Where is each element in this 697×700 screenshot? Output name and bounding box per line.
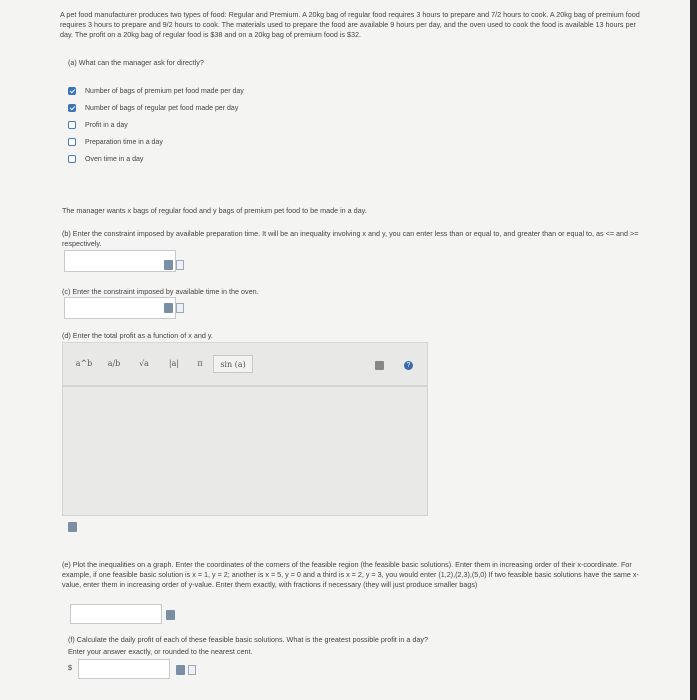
- option-premium-bags[interactable]: Number of bags of premium pet food made per day: [68, 87, 244, 95]
- manager-statement: The manager wants x bags of regular food and y bags of premium pet food to be made in a day.: [62, 206, 367, 215]
- sqrt-button[interactable]: √a: [139, 359, 149, 368]
- option-oven-time[interactable]: Oven time in a day: [68, 155, 143, 163]
- fraction-button[interactable]: a/b: [107, 359, 121, 368]
- max-profit-input[interactable]: [78, 659, 170, 679]
- part-e-question: (e) Plot the inequalities on a graph. Enter the coordinates of the corners of the feasible region (the feasible basic solutions). Enter them in increasing order of their x-coordinate. For example, if one feasible basic solution is x = 1, y = 2; another is x = 5, y = 0 and a third is x = 2, y = 3, you would enter (1,2),(2,3),(5,0) If two feasible basic solutions have the same x-value, enter them in increasing order of y-value. Enter them exactly, with fractions if necessary (they will just produce smaller bags): [62, 560, 639, 589]
- preview-icon[interactable]: [176, 665, 185, 675]
- checkbox-icon[interactable]: [68, 104, 76, 112]
- abs-button[interactable]: |a|: [168, 359, 180, 368]
- feasible-solutions-input[interactable]: [70, 604, 162, 624]
- keyboard-icon[interactable]: [375, 361, 384, 370]
- currency-symbol: $: [68, 663, 72, 672]
- option-regular-bags[interactable]: Number of bags of regular pet food made per day: [68, 104, 238, 112]
- help-sheet-icon[interactable]: [176, 303, 184, 313]
- checkbox-icon[interactable]: [68, 87, 76, 95]
- part-a-question: (a) What can the manager ask for directly?: [68, 58, 204, 67]
- checkbox-icon[interactable]: [68, 155, 76, 163]
- option-preparation-time[interactable]: Preparation time in a day: [68, 138, 163, 146]
- part-f-note: Enter your answer exactly, or rounded to the nearest cent.: [68, 647, 253, 656]
- help-icon[interactable]: ?: [404, 361, 413, 370]
- profit-function-input[interactable]: [62, 386, 428, 516]
- help-sheet-icon[interactable]: [176, 260, 184, 270]
- math-toolbar: [62, 342, 428, 386]
- power-button[interactable]: a^b: [75, 359, 93, 368]
- part-c-question: (c) Enter the constraint imposed by available time in the oven.: [62, 287, 259, 296]
- checkbox-icon[interactable]: [68, 121, 76, 129]
- preview-icon[interactable]: [68, 522, 77, 532]
- help-sheet-icon[interactable]: [188, 665, 196, 675]
- sin-button[interactable]: sin (a): [213, 355, 253, 373]
- preparation-constraint-input[interactable]: [64, 250, 176, 272]
- option-profit[interactable]: Profit in a day: [68, 121, 128, 129]
- preview-icon[interactable]: [164, 260, 173, 270]
- problem-intro: A pet food manufacturer produces two types of food: Regular and Premium. A 20kg bag of regular food requires 3 hours to prepare and 7/2 hours to cook. A 20kg bag of premium food requires 3 hours to prepare and 9/2 hours to cook. The materials used to prepare the food are available 9 hours per day, and the oven used to cook the food is available 13 hours per day. The profit on a 20kg bag of regular food is $38 and on a 20kg bag of premium food is $32.: [60, 10, 640, 39]
- preview-icon[interactable]: [166, 610, 175, 620]
- pi-button[interactable]: π: [197, 359, 203, 368]
- checkbox-icon[interactable]: [68, 138, 76, 146]
- part-d-question: (d) Enter the total profit as a function of x and y.: [62, 331, 213, 340]
- preview-icon[interactable]: [164, 303, 173, 313]
- part-b-question: (b) Enter the constraint imposed by available preparation time. It will be an inequality involving x and y, you can enter less than or equal to, and greater than or equal to, as <= and >= respectively.: [62, 229, 639, 248]
- part-f-question: (f) Calculate the daily profit of each of these feasible basic solutions. What is the greatest possible profit in a day?: [68, 635, 428, 644]
- oven-constraint-input[interactable]: [64, 297, 176, 319]
